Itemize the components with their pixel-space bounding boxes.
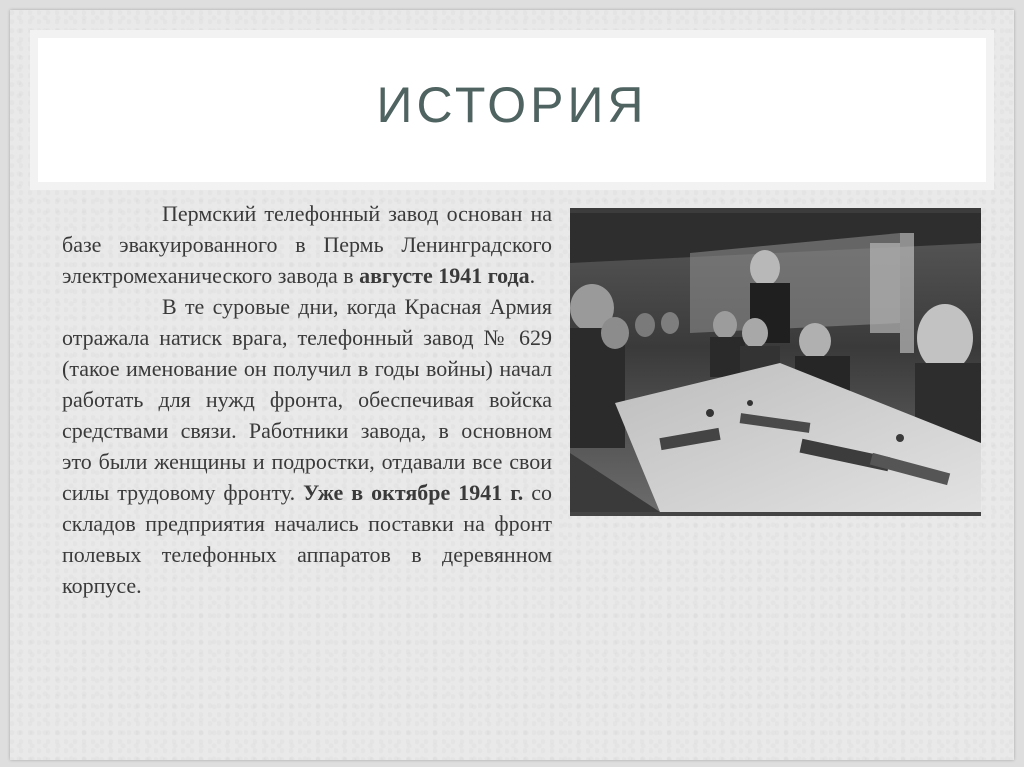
slide-title: ИСТОРИЯ — [376, 77, 648, 133]
paragraph-1-bold-date: августе 1941 года — [359, 263, 530, 288]
paragraph-2-text-a: В те суровые дни, когда Красная Армия отражала натиск врага, телефонный завод № 629 (такое именование он получил в годы войны) начал работать для нужд фронта, обеспечивая войска средствами связи. Работники завода, в основном это были женщины и подростки, отдавали все свои силы трудовому фронту. — [62, 294, 552, 505]
paragraph-2 — [62, 291, 552, 601]
factory-photo — [570, 208, 981, 516]
paragraph-2-text-b: со складов предприятия начались поставки на фронт полевых телефонных аппаратов в деревянном корпусе. — [62, 480, 552, 598]
factory-photo-image — [570, 213, 981, 512]
paragraph-1-text-a: Пермский телефонный завод основан на базе эвакуированного в Пермь Ленинградского электромеханического завода в — [62, 201, 552, 288]
slide — [10, 10, 1014, 760]
body-text — [62, 198, 552, 601]
paragraph-1-text-b: . — [529, 263, 536, 288]
paragraph-1 — [62, 198, 552, 291]
title-box — [30, 30, 994, 190]
paragraph-2-bold-date: Уже в октябре 1941 г. — [303, 480, 524, 505]
